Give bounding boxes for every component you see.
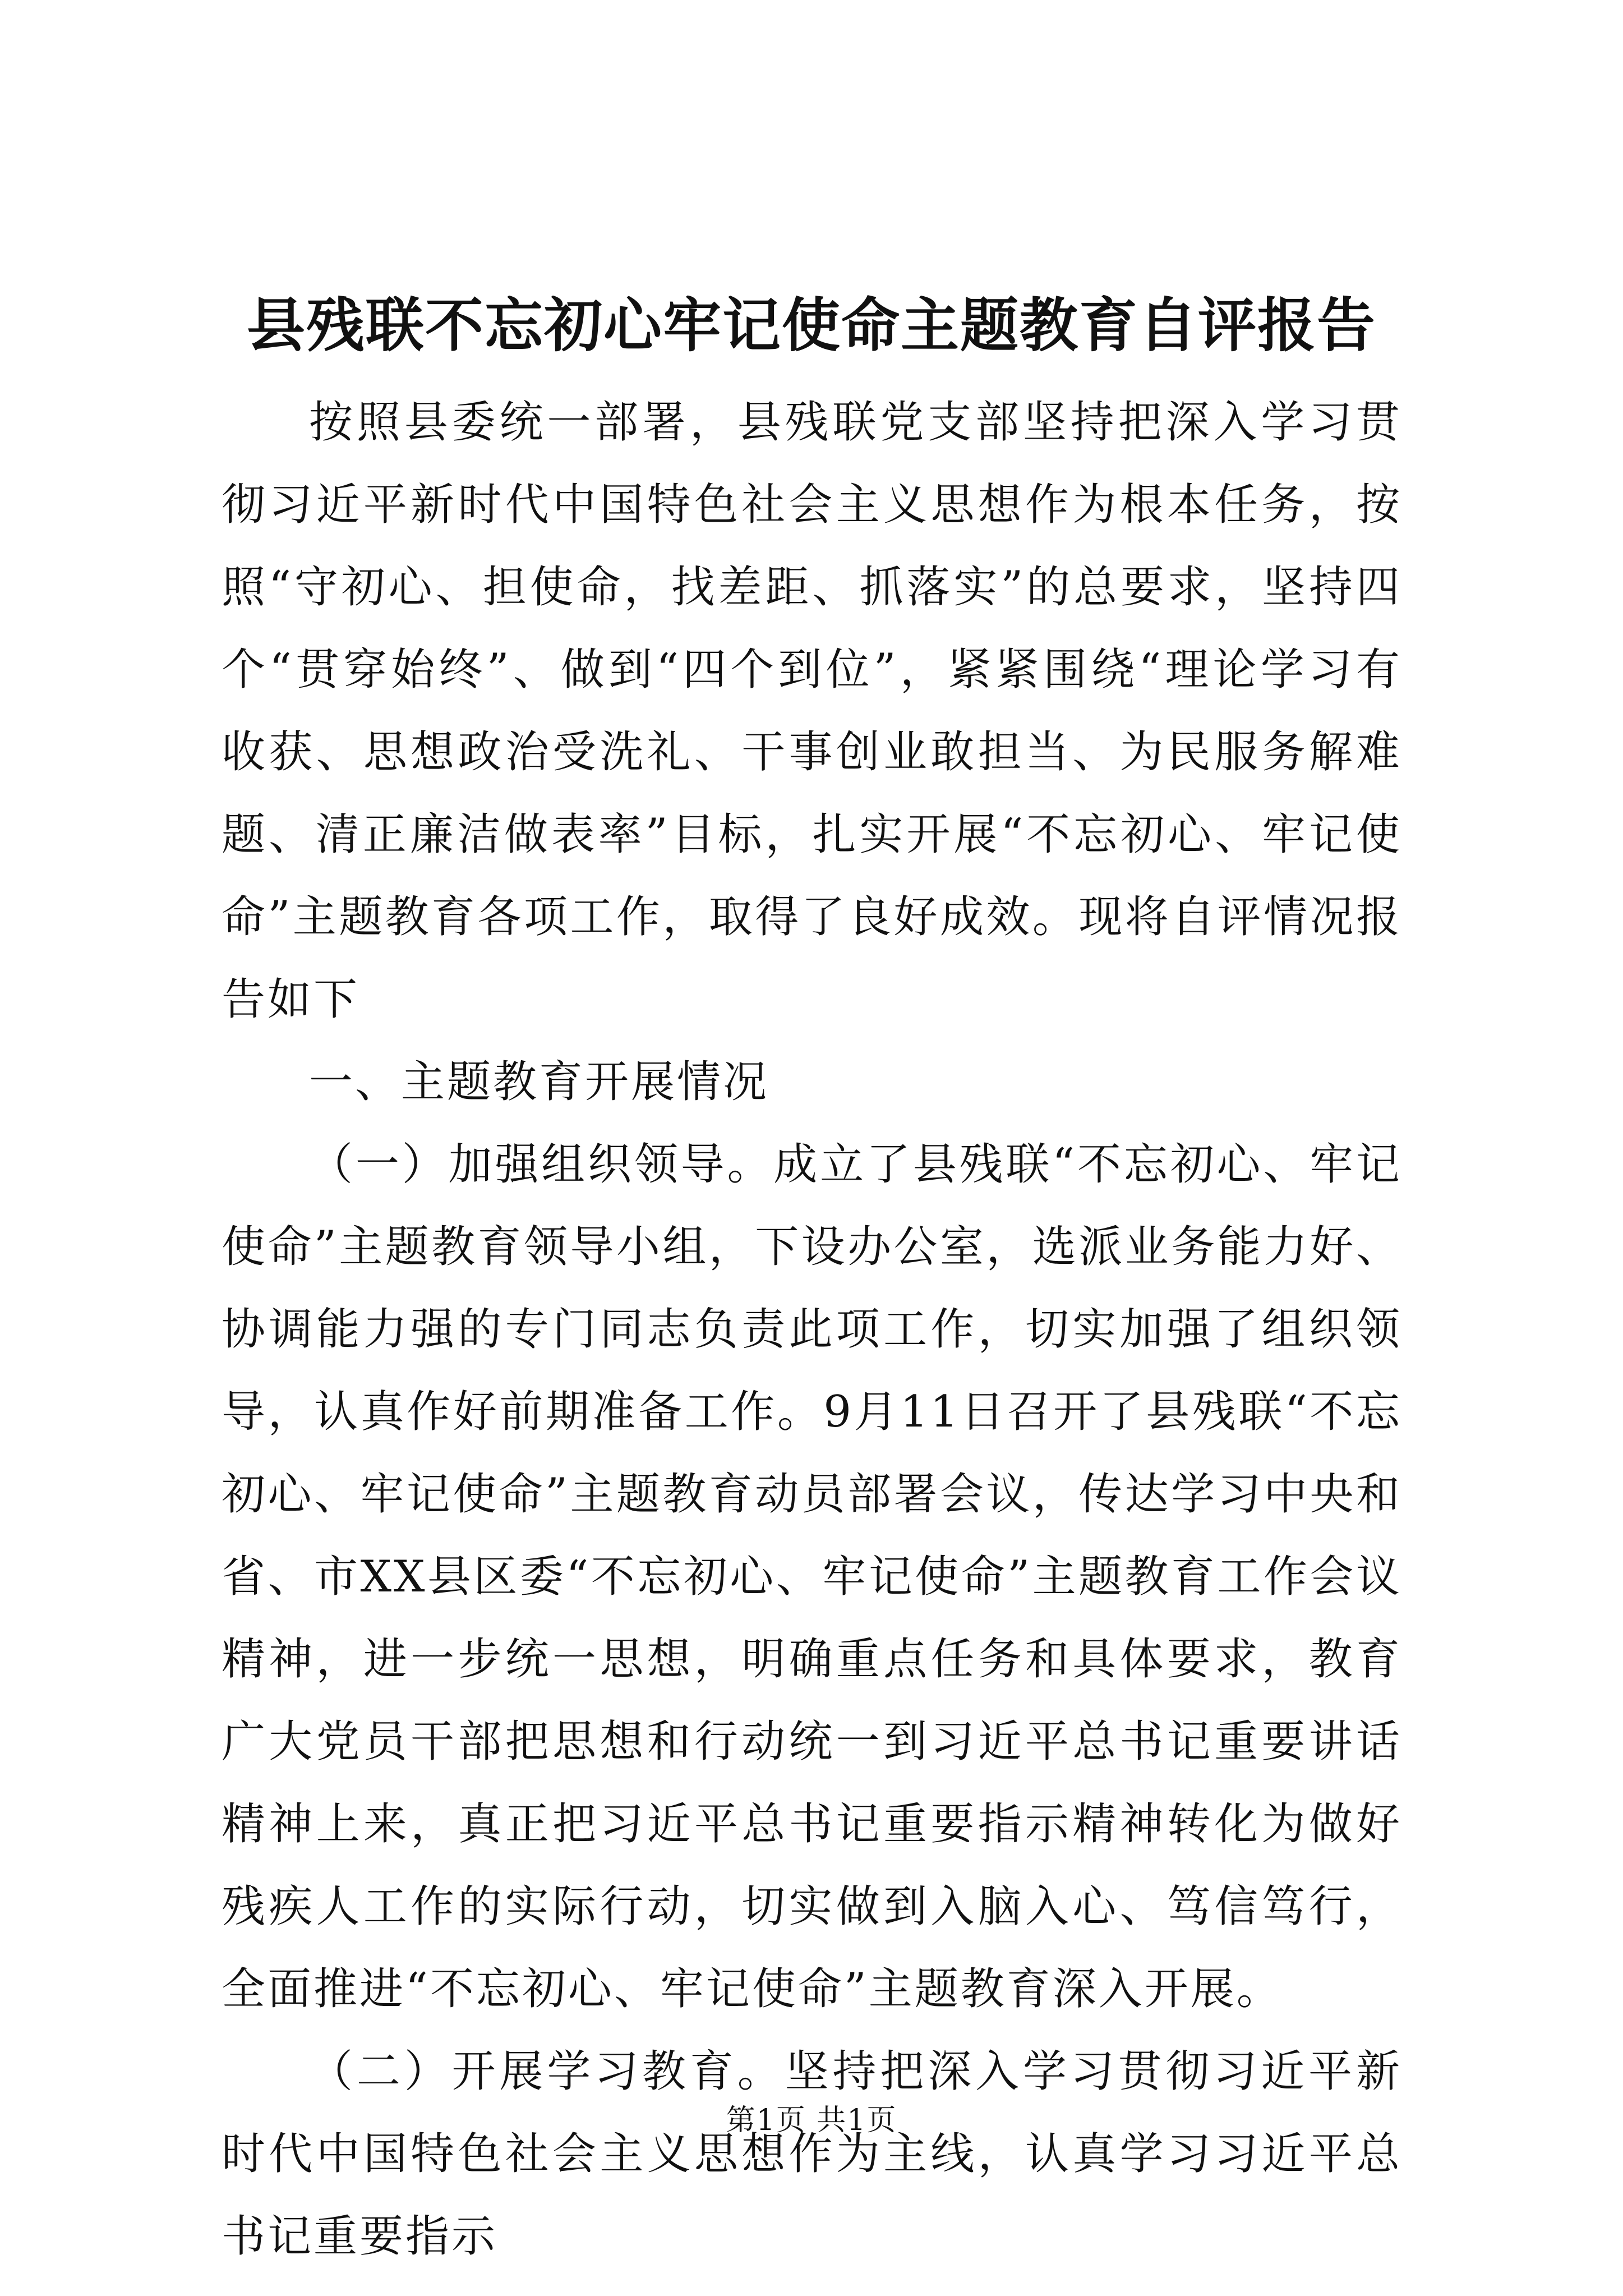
section-heading: 一、主题教育开展情况 bbox=[309, 1057, 769, 1107]
document-body bbox=[222, 381, 1402, 2278]
subsection-paragraph-2: （二）开展学习教育。坚持把深入学习贯彻习近平新时代中国特色社会主义思想作为主线，认真学习习近平总书记重要指示 bbox=[222, 2046, 1402, 2262]
page-number: 第1页 共1页 bbox=[726, 2104, 897, 2137]
document-title: 县残联不忘初心牢记使命主题教育自评报告 bbox=[246, 291, 1376, 360]
intro-paragraph: 按照县委统一部署，县残联党支部坚持把深入学习贯彻习近平新时代中国特色社会主义思想作为根本任务，按照“守初心、担使命，找差距、抓落实”的总要求，坚持四个“贯穿始终”、做到“四个到位”，紧紧围绕“理论学习有收获、思想政治受洗礼、干事创业敢担当、为民服务解难题、清正廉洁做表率”目标，扎实开展“不忘初心、牢记使命”主题教育各项工作，取得了良好成效。现将自评情况报告如下 bbox=[222, 397, 1402, 1025]
subsection-paragraph-1: （一）加强组织领导。成立了县残联“不忘初心、牢记使命”主题教育领导小组，下设办公室，选派业务能力好、协调能力强的专门同志负责此项工作，切实加强了组织领导，认真作好前期准备工作。9月11日召开了县残联“不忘初心、牢记使命”主题教育动员部署会议，传达学习中央和省、市XX县区委“不忘初心、牢记使命”主题教育工作会议精神，进一步统一思想，明确重点任务和具体要求，教育广大党员干部把思想和行动统一到习近平总书记重要讲话精神上来，真正把习近平总书记重要指示精神转化为做好残疾人工作的实际行动，切实做到入脑入心、笃信笃行，全面推进“不忘初心、牢记使命”主题教育深入开展。 bbox=[222, 1139, 1402, 2014]
